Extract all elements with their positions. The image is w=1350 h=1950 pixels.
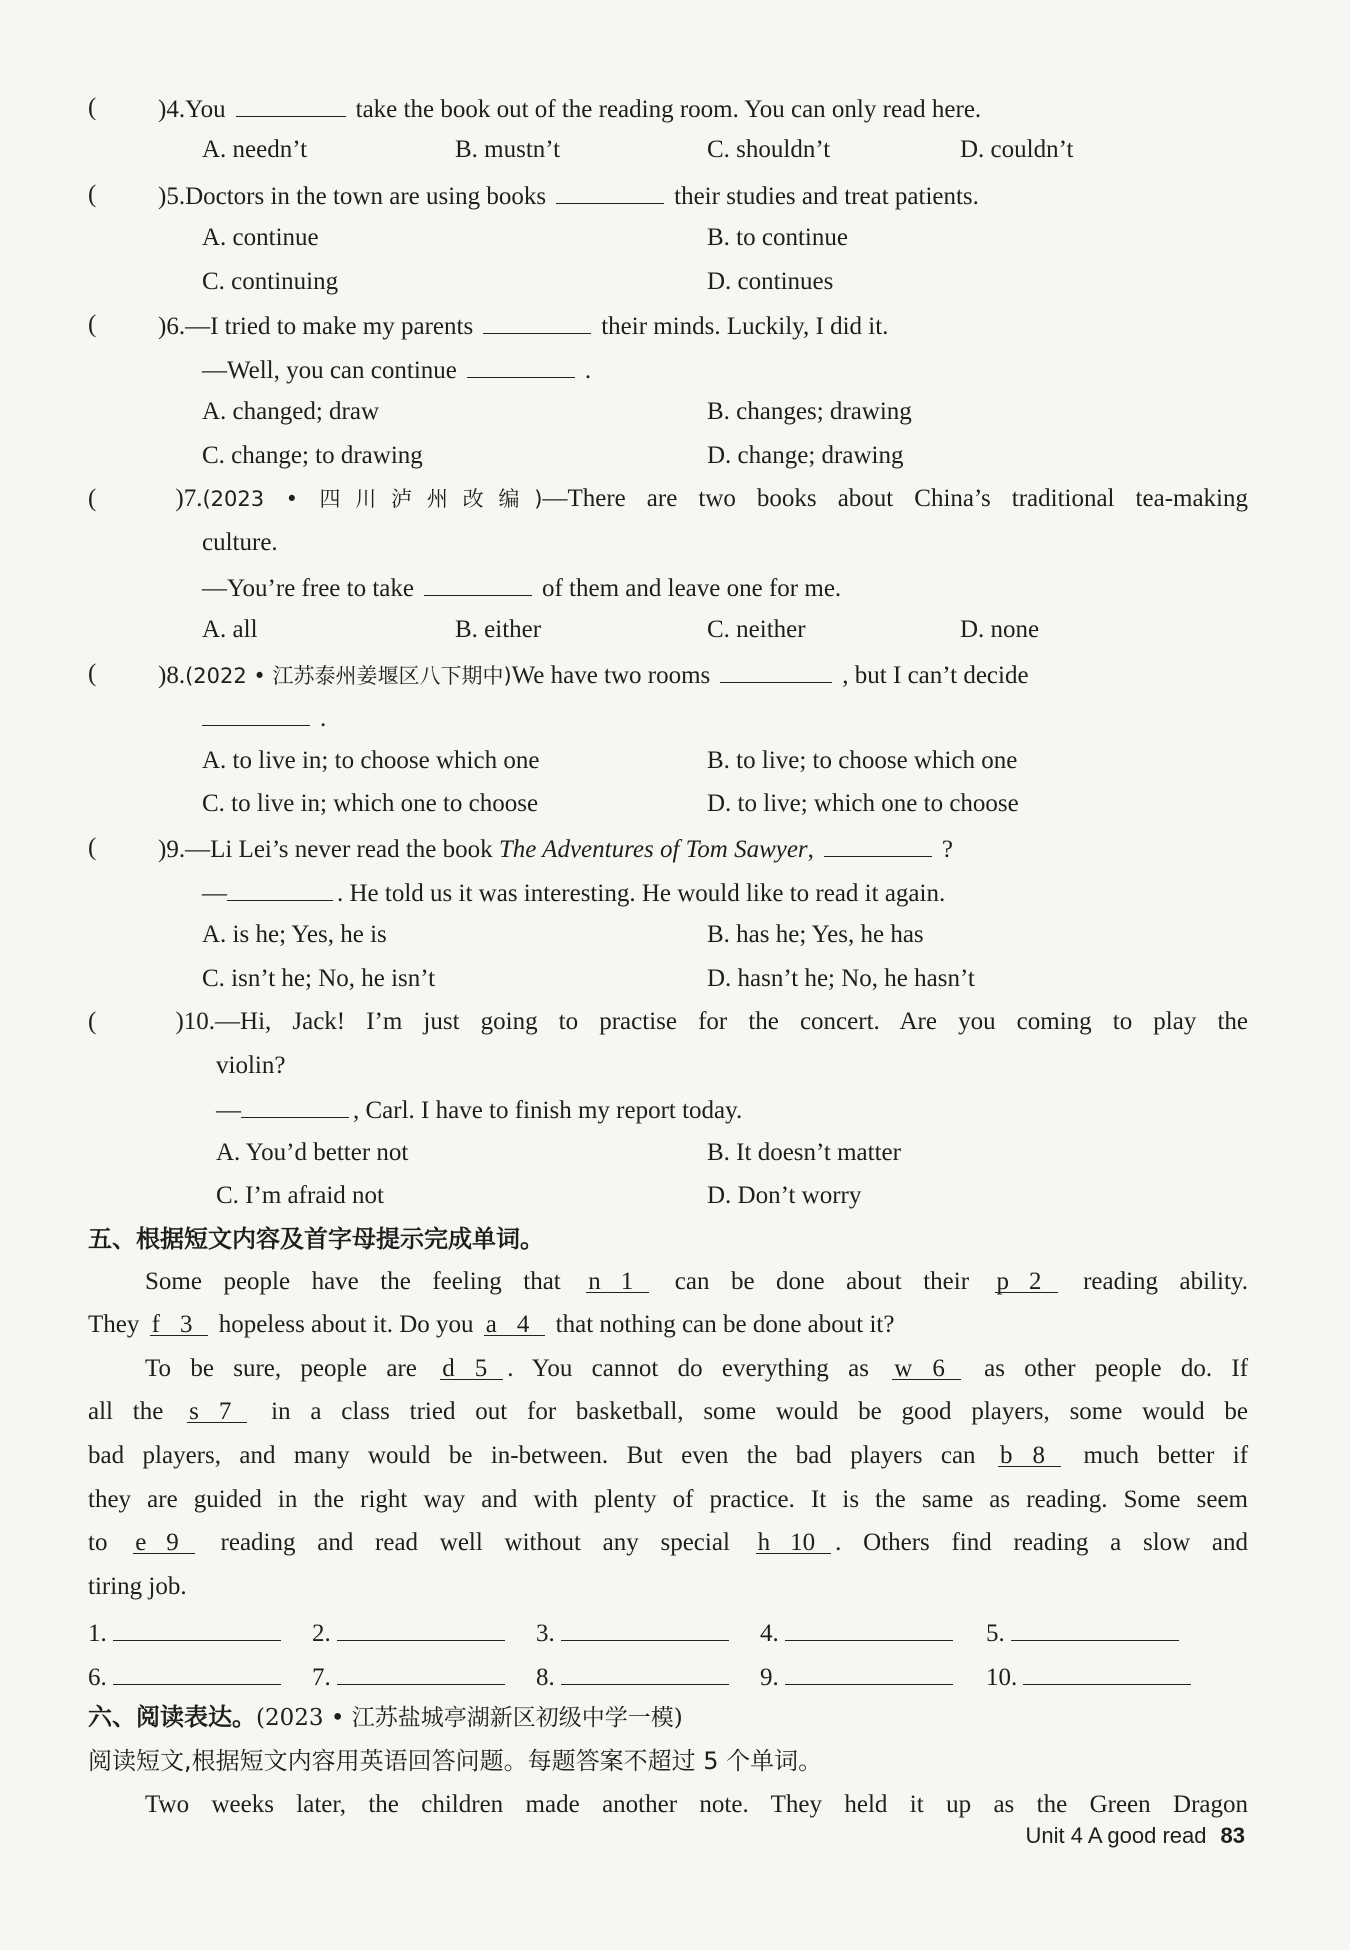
answer-blank[interactable]	[236, 92, 346, 117]
answer-line-2[interactable]: 2.	[312, 1614, 505, 1650]
answer-blank[interactable]	[824, 832, 932, 857]
question-7: ( )7.(2023 • 四川泸州改编)—There are two books about China’s traditional tea-making	[88, 485, 1249, 512]
question-10: ( )10.—Hi, Jack! I’m just going to practise for the concert. Are you coming to play the	[88, 1008, 1248, 1035]
option-c[interactable]: C. neither	[707, 616, 806, 643]
book-title: The Adventures of Tom Sawyer	[498, 836, 808, 863]
option-a[interactable]: A. needn’t	[202, 136, 308, 163]
question-source: (2022 • 江苏泰州姜堰区八下期中)	[185, 664, 512, 688]
answer-line-3[interactable]: 3.	[536, 1614, 729, 1650]
answer-blank[interactable]	[202, 701, 310, 726]
hint-blank-3[interactable]: f 3	[150, 1309, 209, 1336]
hint-blank-9[interactable]: e 9	[133, 1527, 195, 1554]
answer-blank[interactable]	[241, 1093, 349, 1118]
reading-passage-line-1: Two weeks later, the children made another note. They held it up as the Green Dragon	[145, 1791, 1248, 1818]
answer-line-4[interactable]: 4.	[760, 1614, 953, 1650]
option-a[interactable]: A. You’d better not	[216, 1139, 409, 1166]
hint-blank-10[interactable]: h 10	[756, 1527, 832, 1554]
answer-blank[interactable]	[227, 876, 333, 901]
option-b[interactable]: B. It doesn’t matter	[707, 1139, 901, 1166]
option-c[interactable]: C. to live in; which one to choose	[202, 790, 539, 817]
answer-line-5[interactable]: 5.	[986, 1614, 1179, 1650]
answer-blank[interactable]	[720, 658, 832, 683]
option-c[interactable]: C. isn’t he; No, he isn’t	[202, 965, 436, 992]
page-number: 83	[1220, 1823, 1245, 1848]
question-number: )8.	[158, 662, 186, 689]
question-number: )6.	[158, 313, 186, 340]
answer-paren[interactable]: (	[88, 834, 97, 861]
paragraph-2-line-5: to e 9 reading and read well without any special h 10 . Others find reading a slow and	[88, 1529, 1249, 1556]
hint-blank-2[interactable]: p 2	[995, 1266, 1058, 1293]
answer-line-9[interactable]: 9.	[760, 1658, 953, 1694]
option-d[interactable]: D. none	[960, 616, 1040, 643]
option-a[interactable]: A. to live in; to choose which one	[202, 747, 540, 774]
option-c[interactable]: C. I’m afraid not	[216, 1182, 385, 1209]
option-a[interactable]: A. is he; Yes, he is	[202, 921, 387, 948]
option-b[interactable]: B. mustn’t	[455, 136, 561, 163]
answer-blank[interactable]	[467, 353, 575, 378]
option-b[interactable]: B. to continue	[707, 224, 848, 251]
answer-paren[interactable]: (	[88, 311, 97, 338]
paragraph-2-line-6: tiring job.	[88, 1573, 187, 1600]
option-d[interactable]: D. couldn’t	[960, 136, 1074, 163]
hint-blank-6[interactable]: w 6	[892, 1353, 961, 1380]
paragraph-2-line-3: bad players, and many would be in-between. But even the bad players can b 8 much better if	[88, 1442, 1249, 1469]
hint-blank-1[interactable]: n 1	[586, 1266, 649, 1293]
option-d[interactable]: D. to live; which one to choose	[707, 790, 1019, 817]
question-number: )7.	[175, 485, 203, 512]
option-b[interactable]: B. changes; drawing	[707, 398, 912, 425]
answer-line-1[interactable]: 1.	[88, 1614, 281, 1650]
question-source: (2023 • 四川泸州改编)	[202, 487, 543, 511]
section-6-instruction: 阅读短文,根据短文内容用英语回答问题。每题答案不超过 5 个单词。	[88, 1747, 823, 1775]
paragraph-1-line-1: Some people have the feeling that n 1 can be done about their p 2 reading ability.	[145, 1268, 1249, 1295]
paragraph-2-line-4: they are guided in the right way and with plenty of practice. It is the same as reading. Some seem	[88, 1486, 1248, 1513]
paragraph-2-line-1: To be sure, people are d 5 . You cannot do everything as w 6 as other people do. If	[145, 1355, 1249, 1382]
answer-paren[interactable]: (	[88, 94, 97, 121]
answer-blank[interactable]	[483, 309, 591, 334]
section-5-heading: 五、根据短文内容及首字母提示完成单词。	[88, 1225, 544, 1253]
option-d[interactable]: D. Don’t worry	[707, 1182, 862, 1209]
option-d[interactable]: D. continues	[707, 268, 834, 295]
option-a[interactable]: A. changed; draw	[202, 398, 380, 425]
hint-blank-5[interactable]: d 5	[440, 1353, 503, 1380]
paragraph-1-line-2: They f 3 hopeless about it. Do you a 4 that nothing can be done about it?	[88, 1311, 895, 1338]
answer-line-10[interactable]: 10.	[986, 1658, 1191, 1694]
option-c[interactable]: C. continuing	[202, 268, 339, 295]
unit-label: Unit 4 A good read	[1025, 1823, 1207, 1848]
answer-paren[interactable]: (	[88, 181, 97, 208]
answer-paren[interactable]: (	[88, 1008, 97, 1035]
workbook-page: ( )4.You take the book out of the reading room. You can only read here. A. needn’t B. mustn’t C. shouldn’t D. couldn’t ( )5.Doctors in the town are using books their studies and treat patients. A. continue B. to continue C. continuing D. continues ( )6.—I tried to make my parents their minds. Luckily, I did it. —Well, you can continue . A. changed; draw B. changes; drawing C. change; to drawing D. change; drawing ( )7.(2023 • 四川泸州改编)—There are two books about China’s traditional tea-making culture. —You’re free to take of them and leave one for me. A. all B. either C. neither D. none ( )8.(2022 • 江苏泰州姜堰区八下期中)We have two rooms , but I can’t decide . A. to live in; to choose which one B. to live; to choose which one C. to live in; which one to choose D. to live; which one to choose ( )9.—Li Lei’s never read the book The Adventures of Tom Sawyer, ? — . He told us it was interesting. He would like to read it again. A. is he; Yes, he is B. has he; Yes, he has C. isn’t he; No, he isn’t D. hasn’t he; No, he hasn’t ( )10.—Hi, Jack! I’m just going to practise for the concert. Are you coming to play the violin? — , Carl. I have to finish my report today. A. You’d better not B. It doesn’t matter C. I’m afraid not D. Don’t worry 五、根据短文内容及首字母提示完成单词。 Some people have the feeling that n 1 can be done about their p 2 reading ability. They f 3 hopeless about it. Do you a 4 that nothing can be done about it? To be sure, people are d 5 . You cannot do everything as w 6 as other people do. If all the s 7 in a class tried out for basketball, some would be good players, some would be bad players, and many would be in-between. But even the bad players can b 8 much better if they are guided in the right way and with plenty of practice. It is the same as reading. Some seem to e 9 reading and read well without any special h 10 . Others find reading a slow and tiring job. 1. 2. 3. 4. 5. 6. 7. 8. 9. 10. 六、阅读表达。(2023 • 江苏盐城亭湖新区初级中学一模) 阅读短文,根据短文内容用英语回答问题。每题答案不超过 5 个单词。 Two weeks later, the children made another note. They held it up as the Green Dragon Unit 4 A good read 83	[88, 94, 1249, 1848]
option-c[interactable]: C. change; to drawing	[202, 442, 423, 469]
answer-line-7[interactable]: 7.	[312, 1658, 505, 1694]
option-c[interactable]: C. shouldn’t	[707, 136, 831, 163]
answer-blank[interactable]	[424, 571, 532, 596]
hint-blank-8[interactable]: b 8	[998, 1440, 1061, 1467]
answer-paren[interactable]: (	[88, 485, 97, 512]
answer-line-6[interactable]: 6.	[88, 1658, 281, 1694]
hint-blank-7[interactable]: s 7	[187, 1396, 247, 1423]
answer-paren[interactable]: (	[88, 660, 97, 687]
page-footer	[1025, 1822, 1245, 1850]
hint-blank-4[interactable]: a 4	[484, 1309, 546, 1336]
answer-line-8[interactable]: 8.	[536, 1658, 729, 1694]
section-6-source: (2023 • 江苏盐城亭湖新区初级中学一模)	[256, 1705, 683, 1731]
option-b[interactable]: B. either	[455, 616, 542, 643]
question-number: )4.	[158, 96, 186, 123]
answer-blank[interactable]	[556, 179, 664, 204]
paragraph-2-line-2: all the s 7 in a class tried out for basketball, some would be good players, some would be	[88, 1398, 1249, 1425]
question-number: )10.	[175, 1008, 216, 1035]
option-a[interactable]: A. continue	[202, 224, 319, 251]
option-a[interactable]: A. all	[202, 616, 258, 643]
question-number: )9.	[158, 836, 186, 863]
option-b[interactable]: B. to live; to choose which one	[707, 747, 1018, 774]
question-number: )5.	[158, 183, 186, 210]
section-6-heading: 六、阅读表达。(2023 • 江苏盐城亭湖新区初级中学一模)	[88, 1703, 683, 1731]
option-d[interactable]: D. hasn’t he; No, he hasn’t	[707, 965, 975, 992]
option-d[interactable]: D. change; drawing	[707, 442, 904, 469]
option-b[interactable]: B. has he; Yes, he has	[707, 921, 924, 948]
